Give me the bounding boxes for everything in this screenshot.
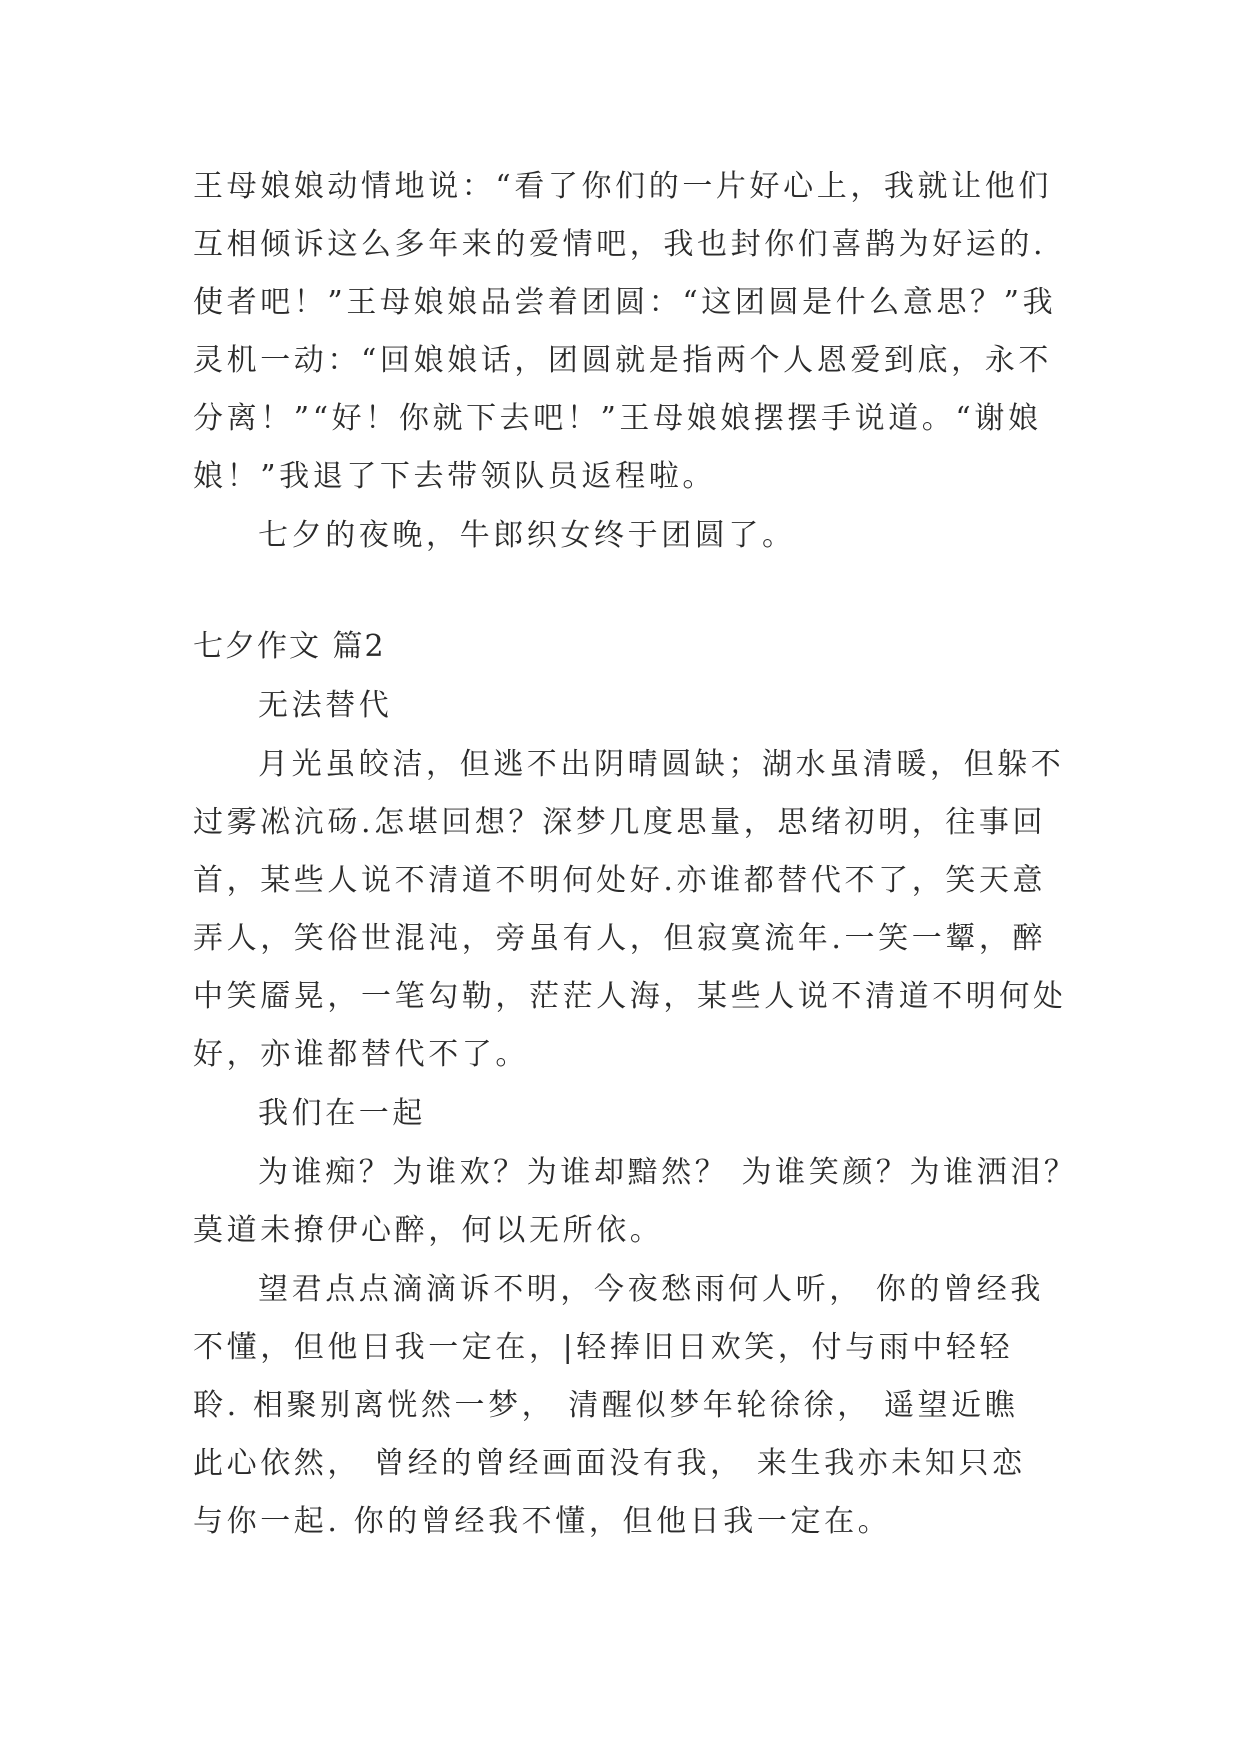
paragraph-line: 望君点点滴滴诉不明，今夜愁雨何人听， 你的曾经我 [258, 1272, 1044, 1307]
paragraph-line: 好，亦谁都替代不了。 [193, 1037, 529, 1072]
paragraph-line: 莫道未撩伊心醉，何以无所依。 [193, 1213, 664, 1248]
paragraph-line: 为谁痴？为谁欢？为谁却黯然？ 为谁笑颜？为谁洒泪？ [258, 1155, 1078, 1190]
paragraph-line: 不懂，但他日我一定在，|轻捧旧日欢笑，付与雨中轻轻 [193, 1330, 1014, 1365]
paragraph-line: 过雾凇沆砀.怎堪回想？深梦几度思量，思绪初明，往事回 [193, 805, 1047, 840]
subtitle: 我们在一起 [258, 1096, 426, 1131]
paragraph-line: 分离！”“好！你就下去吧！”王母娘娘摆摆手说道。“谢娘 [193, 401, 1042, 436]
paragraph-line: 互相倾诉这么多年来的爱情吧，我也封你们喜鹊为好运的. [193, 227, 1047, 262]
paragraph-line: 灵机一动：“回娘娘话，团圆就是指两个人恩爱到底，永不 [193, 343, 1052, 378]
subtitle: 无法替代 [258, 688, 393, 723]
paragraph-line: 首，某些人说不清道不明何处好.亦谁都替代不了，笑天意 [193, 863, 1047, 898]
paragraph-line: 月光虽皎洁，但逃不出阴晴圆缺；湖水虽清暖，但躲不 [258, 747, 1065, 782]
paragraph-line: 王母娘娘动情地说：“看了你们的一片好心上，我就让他们 [193, 169, 1052, 204]
paragraph-line: 弄人，笑俗世混沌，旁虽有人，但寂寞流年.一笑一颦，醉 [193, 921, 1047, 956]
paragraph-line: 娘！”我退了下去带领队员返程啦。 [193, 459, 716, 494]
paragraph-line: 七夕的夜晚，牛郎织女终于团圆了。 [258, 518, 796, 553]
paragraph-line: 使者吧！”王母娘娘品尝着团圆：“这团圆是什么意思？”我 [193, 285, 1057, 320]
section-heading: 七夕作文 篇2 [193, 629, 386, 664]
paragraph-line: 此心依然， 曾经的曾经画面没有我， 来生我亦未知只恋 [193, 1446, 1026, 1481]
paragraph-line: 与你一起. 你的曾经我不懂，但他日我一定在。 [193, 1504, 892, 1539]
paragraph-line: 聆. 相聚别离恍然一梦， 清醒似梦年轮徐徐， 遥望近瞧 [193, 1388, 1019, 1423]
paragraph-line: 中笑靥晃，一笔勾勒，茫茫人海，某些人说不清道不明何处 [193, 979, 1067, 1014]
